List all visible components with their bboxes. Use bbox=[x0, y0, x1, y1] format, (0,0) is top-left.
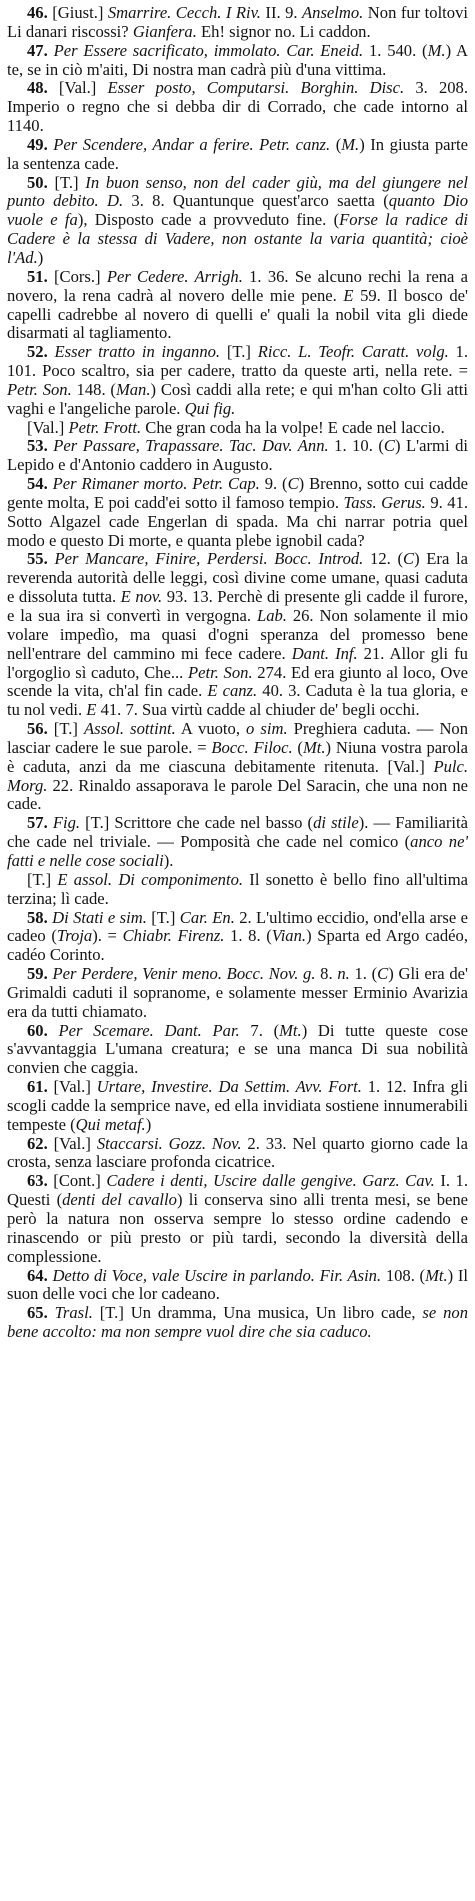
entry-number: 55. bbox=[27, 549, 48, 569]
entry-48: 48. [Val.] Esser posto, Computarsi. Borghin. Disc. 3. 208. Imperio o regno che si debba dir di Corrado, che cade intorno al 1140. bbox=[7, 78, 468, 136]
entry-58: 58. Di Stati e sim. [T.] Car. En. 2. L'ultimo eccidio, ond'ella arse e cadeo (Troja). = Chiabr. Firenz. 1. 8. (Vian.) Sparta ed Argo cadéo, cadéo Corinto. bbox=[7, 907, 468, 965]
entry-56: 56. [T.] Assol. sottint. A vuoto, o sim. Preghiera caduta. — Non lasciar cadere le sue parole. = Bocc. Filoc. (Mt.) Niuna vostra parola è caduta, anzi da me ciascuna debitamente ritenuta. [Val.] Pulc. Morg. 22. Rinaldo assaporava le parole Del Saracin, che una non ne cade. bbox=[7, 719, 469, 814]
entry-number: 59. bbox=[27, 964, 48, 984]
entry-55: 55. Per Mancare, Finire, Perdersi. Bocc. Introd. 12. (C) Era la reverenda autorità delle leggi, così divine come umane, quasi caduta e dissoluta tutta. E nov. 93. 13. Perchè di presente gli cadde il furore, e la sua ira si convertì in vergogna. Lab. 26. Non solamente il mio volare impedìo, ma quasi d'ogni speranza del promesso bene nell'entrare del cammino mi fece cadere. Dant. Inf. 21. Allor gli fu l'orgoglio sì caduto, Che... Petr. Son. 274. Ed era giunto al loco, Ove scende la vita, ch'al fin cade. E canz. 40. 3. Caduta è la tua gloria, e tu nol vedi. E 41. 7. Sua virtù cadde al chiuder de' begli occhi. bbox=[7, 549, 468, 720]
entry-number: 60. bbox=[27, 1020, 48, 1040]
entry-number: 62. bbox=[27, 1133, 48, 1153]
entry-47: 47. Per Essere sacrificato, immolato. Car. Eneid. 1. 540. (M.) A te, se in ciò m'aiti, Di nostra man cadrà più d'una vittima. bbox=[7, 40, 468, 79]
entry-53: 53. Per Passare, Trapassare. Tac. Dav. Ann. 1. 10. (C) L'armi di Lepido e d'Antonio caddero in Augusto. bbox=[7, 436, 468, 475]
entry-51: 51. [Cors.] Per Cedere. Arrigh. 1. 36. Se alcuno rechi la rena a novero, la rena cadrà al novero delle mie pene. E 59. Il bosco de' capelli cadrebbe al novero di quelli e' quali la nobil vita gli diede disarmati al tagliamento. bbox=[7, 266, 468, 343]
entry-number: 63. bbox=[27, 1171, 48, 1191]
entry-number: 47. bbox=[27, 40, 48, 60]
entry-number: 53. bbox=[27, 436, 48, 456]
entry-57: 57. Fig. [T.] Scrittore che cade nel basso (di stile). — Familiarità che cade nel triviale. — Pomposità che cade nel comico (anco ne' fatti e nelle cose sociali). bbox=[7, 813, 469, 870]
entry-number: 52. bbox=[27, 342, 48, 362]
entry-52-sub: [Val.] Petr. Frott. Che gran coda ha la volpe! E cade nel laccio. bbox=[27, 417, 445, 437]
entry-65: 65. Trasl. [T.] Un dramma, Una musica, Un libro cade, se non bene accolto: ma non sempre vuol dire che sia caduco. bbox=[7, 1303, 468, 1342]
entry-number: 49. bbox=[27, 134, 48, 154]
entry-64: 64. Detto di Voce, vale Uscire in parlando. Fir. Asin. 108. (Mt.) Il suon delle voci che lor cadeano. bbox=[7, 1265, 468, 1304]
entry-number: 61. bbox=[27, 1077, 48, 1097]
entry-number: 65. bbox=[27, 1303, 48, 1323]
entry-61: 61. [Val.] Urtare, Investire. Da Settim. Avv. Fort. 1. 12. Infra gli scogli cadde la semprice nave, ed ella invidiata sostiene innumerabili tempeste (Qui metaf.) bbox=[7, 1077, 468, 1134]
entry-number: 57. bbox=[27, 813, 48, 833]
entry-number: 54. bbox=[27, 474, 48, 494]
entry-46: 46. [Giust.] Smarrire. Cecch. I Riv. II. 9. Anselmo. Non fur toltovi Li danari riscossi? Gianfera. Eh! signor no. Li caddon. bbox=[7, 3, 468, 41]
entry-54: 54. Per Rimaner morto. Petr. Cap. 9. (C) Brenno, sotto cui cadde gente molta, E poi cadd'ei sotto il famoso tempio. Tass. Gerus. 9. 41. Sotto Algazel cade Engerlan di spada. Ma chi narrar potria quel modo e questo Di morte, e quanta plebe ignobil cada? bbox=[7, 474, 469, 550]
entry-49: 49. Per Scendere, Andar a ferire. Petr. canz. (M.) In giusta parte la sentenza cade. bbox=[7, 134, 468, 173]
entry-62: 62. [Val.] Staccarsi. Gozz. Nov. 2. 33. Nel quarto giorno cade la crosta, senza lasciare profonda cicatrice. bbox=[7, 1133, 468, 1172]
entry-50: 50. [T.] In buon senso, non del cader giù, ma del giungere nel punto debito. D. 3. 8. Quantunque quest'arco saetta (quanto Dio vuole e fa), Disposto cade a provveduto fine. (Forse la radice di Cadere è la stessa di Vadere, non ostante la varia quantità; cioè l'Ad.) bbox=[7, 172, 468, 267]
entry-number: 50. bbox=[27, 172, 48, 192]
entry-number: 46. bbox=[27, 3, 48, 22]
entry-52: 52. Esser tratto in inganno. [T.] Ricc. L. Teofr. Caratt. volg. 1. 101. Poco scaltro, sia per cadere, tratto da queste arti, nella rete. = Petr. Son. 148. (Man.) Così caddi alla rete; e qui m'han colto Gli atti vaghi e l'angeliche parole. Qui fig. bbox=[7, 342, 469, 418]
entry-number: 58. bbox=[27, 907, 48, 927]
entry-number: 64. bbox=[27, 1265, 48, 1285]
entry-number: 51. bbox=[27, 266, 48, 286]
entry-63: 63. [Cont.] Cadere i denti, Uscire dalle gengive. Garz. Cav. I. 1. Questi (denti del cavallo) li conserva sino alli trenta mesi, se bene però la natura non osserva sempre lo stesso ordine cadendo e rinascendo or più presto or più tardi, secondo la diversità della complessione. bbox=[7, 1171, 469, 1266]
entry-number: 48. bbox=[27, 78, 48, 98]
entry-57-sub: [T.] E assol. Di componimento. Il sonetto è bello fino all'ultima terzina; lì cade. bbox=[7, 869, 468, 908]
entry-number: 56. bbox=[27, 719, 48, 739]
entry-59: 59. Per Perdere, Venir meno. Bocc. Nov. g. 8. n. 1. (C) Gli era de' Grimaldi caduti il sopranome, e solamente messer Erminio Avarizia era da tutti chiamato. bbox=[7, 964, 468, 1021]
entry-60: 60. Per Scemare. Dant. Par. 7. (Mt.) Di tutte queste cose s'avvantaggia L'umana creatura; e se una manca Di sua nobilità convien che caggia. bbox=[7, 1020, 468, 1078]
